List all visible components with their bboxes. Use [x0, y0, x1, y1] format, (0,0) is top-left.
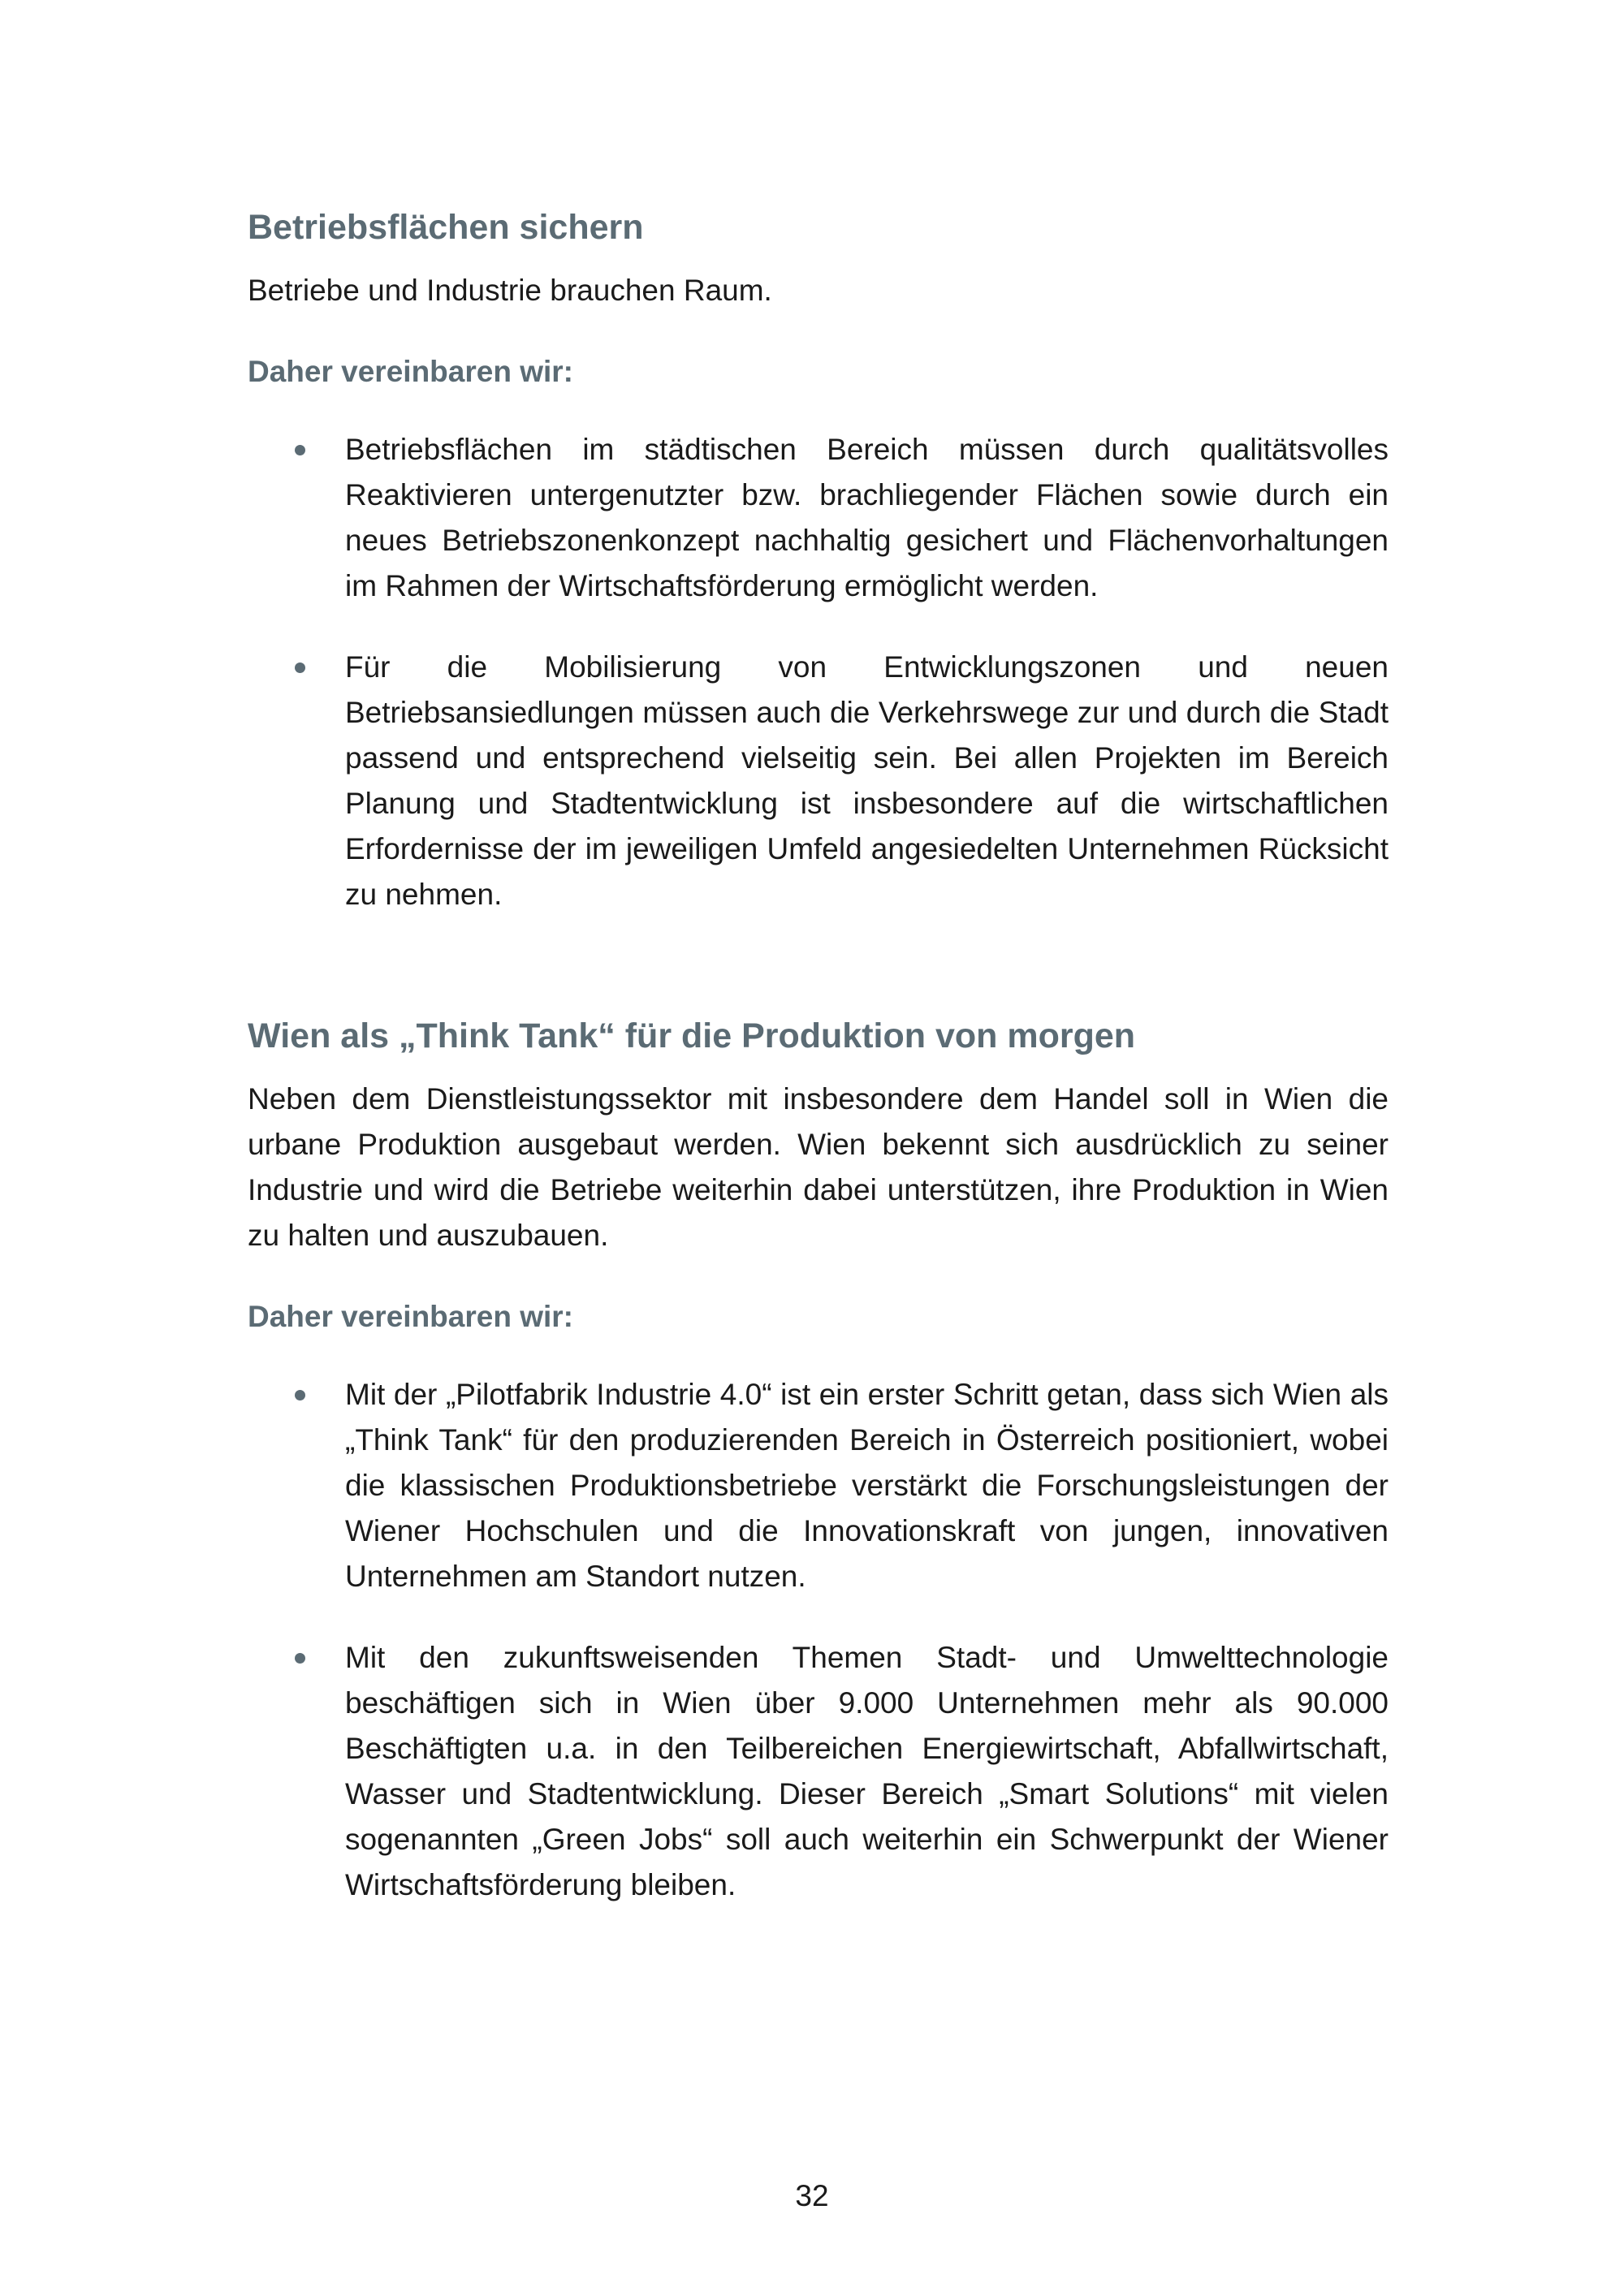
list-item-text: Betriebsflächen im städtischen Bereich müssen durch qualitätsvolles Reaktivieren untergenutzter bzw. brachliegender Flächen sowie durch ein neues Betriebszonenkonzept nachhaltig gesichert und Flächenvorhaltungen im Rahmen der Wirtschaftsförderung ermöglicht werden. [345, 433, 1389, 602]
list-item [248, 1635, 1389, 1908]
bullet-list [248, 427, 1389, 917]
section-betriebsflaechen [248, 203, 1389, 917]
list-item-text: Für die Mobilisierung von Entwicklungszonen und neuen Betriebsansiedlungen müssen auch die Verkehrswege zur und durch die Stadt passend und entsprechend vielseitig sein. Bei allen Projekten im Bereich Planung und Stadtentwicklung ist insbesondere auf die wirtschaftlichen Erfordernisse der im jeweiligen Umfeld angesiedelten Unternehmen Rücksicht zu nehmen. [345, 650, 1389, 911]
section-intro: Neben dem Dienstleistungssektor mit insbesondere dem Handel soll in Wien die urbane Produktion ausgebaut werden. Wien bekennt sich ausdrücklich zu seiner Industrie und wird die Betriebe weiterhin dabei unterstützen, ihre Produktion in Wien zu halten und auszubauen. [248, 1082, 1389, 1252]
section-title: Betriebsflächen sichern [248, 208, 644, 247]
agreement-label: Daher vereinbaren wir: [248, 355, 573, 388]
page-number: 32 [795, 2179, 829, 2212]
agreement-label: Daher vereinbaren wir: [248, 1300, 573, 1333]
section-title: Wien als „Think Tank“ für die Produktion von morgen [248, 1016, 1136, 1055]
list-item [248, 645, 1389, 917]
bullet-icon [295, 1390, 305, 1400]
list-item [248, 427, 1389, 609]
list-item [248, 1372, 1389, 1599]
section-think-tank [248, 1012, 1389, 1908]
list-item-text: Mit den zukunftsweisenden Themen Stadt- und Umwelttechnologie beschäftigen sich in Wien über 9.000 Unternehmen mehr als 90.000 Beschäftigten u.a. in den Teilbereichen Energiewirtschaft, Abfallwirtschaft, Wasser und Stadtentwicklung. Dieser Bereich „Smart Solutions“ mit vielen sogenannten „Green Jobs“ soll auch weiterhin ein Schwerpunkt der Wiener Wirtschaftsförderung bleiben. [345, 1641, 1389, 1901]
document-page [248, 203, 1389, 1944]
bullet-list [248, 1372, 1389, 1908]
section-intro: Betriebe und Industrie brauchen Raum. [248, 274, 772, 307]
bullet-icon [295, 1653, 305, 1664]
list-item-text: Mit der „Pilotfabrik Industrie 4.0“ ist ein erster Schritt getan, dass sich Wien als „Think Tank“ für den produzierenden Bereich in Österreich positioniert, wobei die klassischen Produktionsbetriebe verstärkt die Forschungsleistungen der Wiener Hochschulen und die Innovationskraft von jungen, innovativen Unternehmen am Standort nutzen. [345, 1378, 1389, 1593]
bullet-icon [295, 445, 305, 455]
bullet-icon [295, 662, 305, 673]
